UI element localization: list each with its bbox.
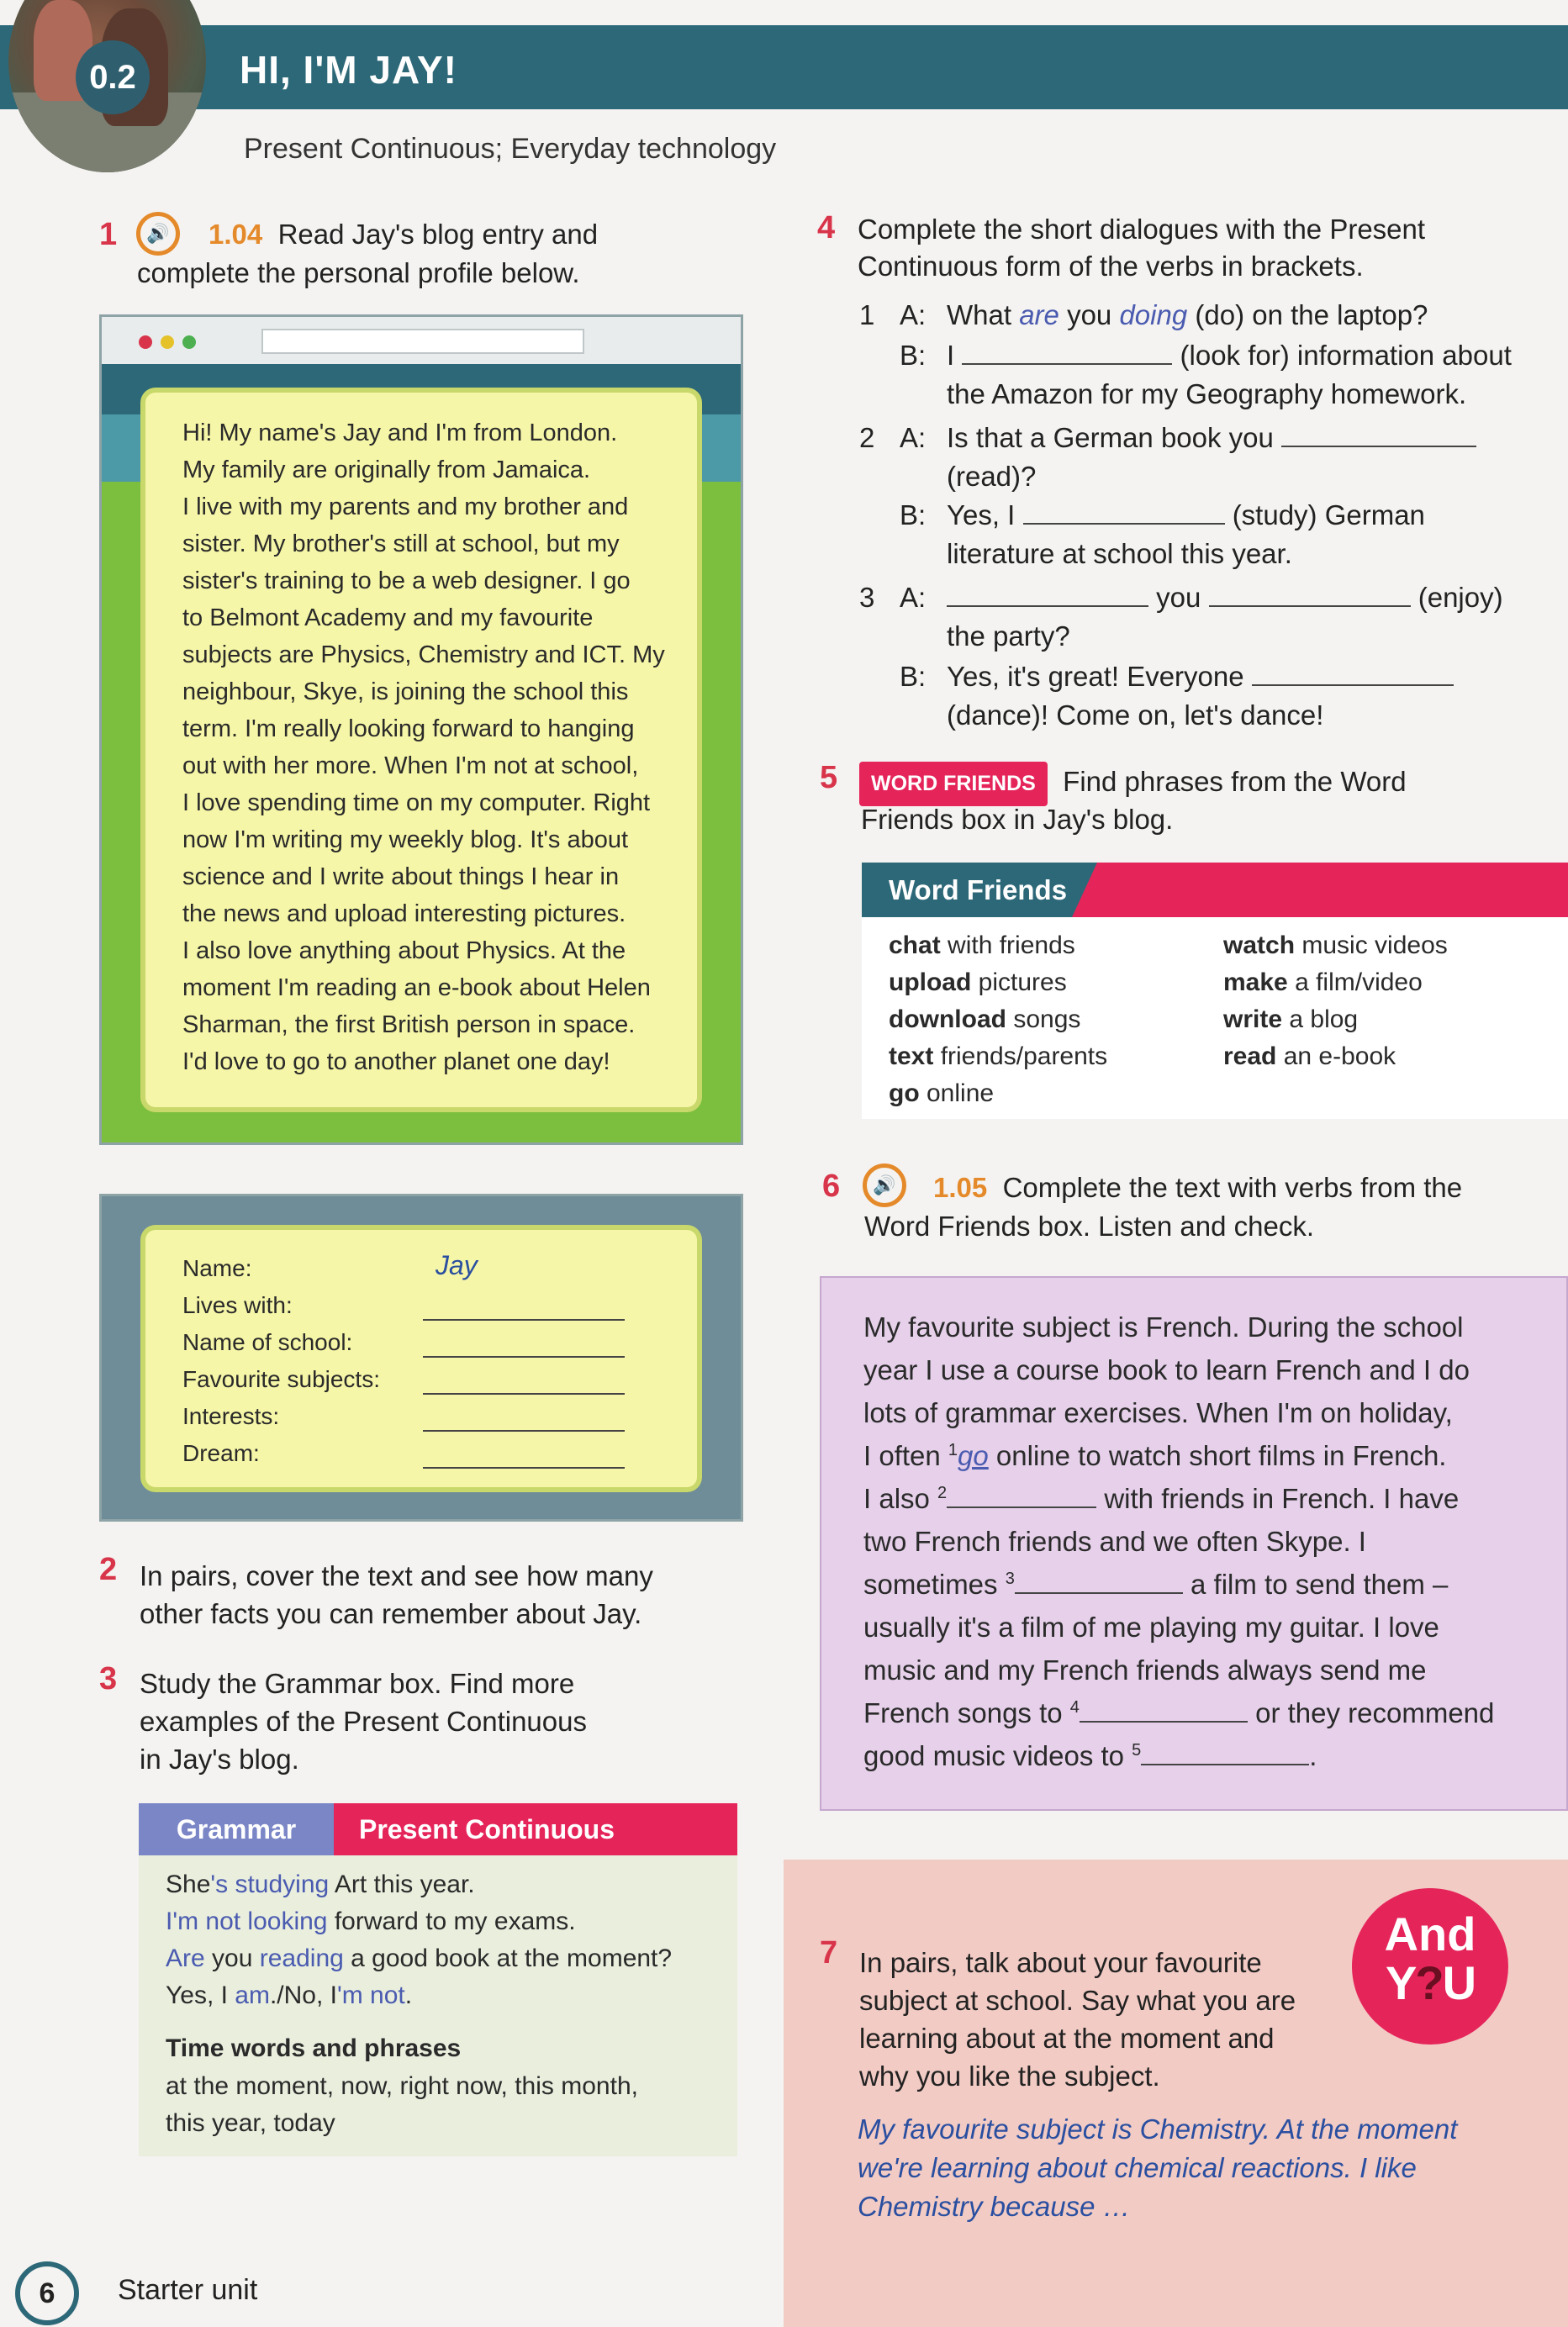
blog-line: Hi! My name's Jay and I'm from London. xyxy=(182,419,618,446)
blog-line: the news and upload interesting pictures. xyxy=(182,900,626,927)
gap-text-line: two French friends and we often Skype. I xyxy=(863,1526,1366,1557)
exercise-7-line3: learning about at the moment and xyxy=(859,2023,1275,2054)
audio-icon[interactable]: 🔊 xyxy=(136,212,180,256)
exercise-5-number: 5 xyxy=(820,760,838,795)
word-friends-item: go online xyxy=(889,1079,995,1107)
gap-4-blank[interactable] xyxy=(1080,1721,1248,1723)
dialogue-1-number: 1 xyxy=(859,299,875,330)
track-number: 1.04 xyxy=(209,219,263,250)
grammar-example-3: Are you reading a good book at the moment? xyxy=(166,1944,673,1972)
example-answer-line2: we're learning about chemical reactions. I like xyxy=(858,2152,1417,2183)
blog-line: science and I write about things I hear in xyxy=(182,863,620,890)
word-friends-box xyxy=(862,863,1568,1119)
address-bar xyxy=(261,329,584,354)
gap-text-line: sometimes $^3$ a film to send them – xyxy=(863,1569,1449,1600)
word-friends-item: make a film/video xyxy=(1223,968,1423,996)
gap-text-line: I also $^2$ with friends in French. I have xyxy=(863,1483,1460,1514)
page-subtitle: Present Continuous; Everyday technology xyxy=(244,133,777,165)
blog-browser-frame xyxy=(99,314,743,1145)
word-friends-item: watch music videos xyxy=(1223,931,1448,959)
dialogue-3-a: you (enjoy) xyxy=(947,582,1503,614)
grammar-example-1: She's studying Art this year. xyxy=(166,1871,475,1898)
grammar-box xyxy=(139,1803,737,2156)
word-friends-item: write a blog xyxy=(1223,1005,1359,1033)
dialogue-3-b-label: B: xyxy=(900,661,927,692)
profile-blank-dream xyxy=(423,1442,625,1469)
dialogue-2-number: 2 xyxy=(859,422,875,453)
exercise-6-line2: Word Friends box. Listen and check. xyxy=(864,1211,1314,1242)
gap-text-line: I often $^1$go online to watch short films in French. xyxy=(863,1440,1447,1471)
unit-number-badge: 0.2 xyxy=(76,40,150,114)
profile-label-lives-with: Lives with: xyxy=(182,1292,293,1318)
blog-line: subjects are Physics, Chemistry and ICT. My xyxy=(182,641,665,668)
gap-3-blank[interactable] xyxy=(1015,1592,1183,1594)
time-words-line1: at the moment, now, right now, this month, xyxy=(166,2072,638,2100)
exercise-5-line1: WORD FRIENDS Find phrases from the Word xyxy=(859,762,1407,806)
profile-blank-subjects xyxy=(423,1368,625,1395)
gap-text-line: lots of grammar exercises. When I'm on holiday, xyxy=(863,1397,1453,1428)
blog-line: I love spending time on my computer. Right xyxy=(182,789,651,816)
exercise-7-number: 7 xyxy=(820,1935,838,1971)
blog-line: I live with my parents and my brother and xyxy=(182,493,629,520)
profile-label-name: Name: xyxy=(182,1255,252,1281)
exercise-5-line2: Friends box in Jay's blog. xyxy=(861,804,1174,835)
word-friends-item: text friends/parents xyxy=(889,1042,1108,1070)
profile-blank-interests xyxy=(423,1405,625,1432)
dialogue-1-b-line2: the Amazon for my Geography homework. xyxy=(947,378,1467,409)
profile-label-interests: Interests: xyxy=(182,1403,280,1429)
grammar-example-4: Yes, I am./No, I'm not. xyxy=(166,1981,413,2009)
dialogue-1-a-label: A: xyxy=(900,299,927,330)
personal-profile-frame xyxy=(99,1194,743,1522)
gap-text-line: good music videos to $^5$ . xyxy=(863,1740,1317,1771)
time-words-line2: this year, today xyxy=(166,2109,335,2137)
exercise-7-line2: subject at school. Say what you are xyxy=(859,1985,1296,2016)
blog-line: sister's training to be a web designer. I go xyxy=(182,567,631,594)
exercise-2-number: 2 xyxy=(99,1552,118,1587)
dialogue-1-b: I (look for) information about xyxy=(947,340,1512,371)
profile-label-subjects: Favourite subjects: xyxy=(182,1366,380,1392)
exercise-3-line1: Study the Grammar box. Find more xyxy=(140,1668,575,1699)
gap-text-line: music and my French friends always send me xyxy=(863,1654,1427,1686)
unit-label: Starter unit xyxy=(118,2274,258,2306)
header-bar xyxy=(0,25,1568,109)
dialogue-3-b-blank[interactable] xyxy=(1252,684,1454,686)
blog-line: now I'm writing my weekly blog. It's about xyxy=(182,826,629,853)
gap-text-line: usually it's a film of me playing my guitar. I love xyxy=(863,1612,1439,1643)
dialogue-2-b-blank[interactable] xyxy=(1023,523,1225,525)
word-friends-item: upload pictures xyxy=(889,968,1067,996)
word-friends-badge: WORD FRIENDS xyxy=(859,762,1048,806)
dialogue-3-a-label: A: xyxy=(900,582,927,613)
dialogue-2-a-line2: (read)? xyxy=(947,461,1037,492)
gap-5-blank[interactable] xyxy=(1141,1764,1309,1765)
gap-text-line: French songs to $^4$ or they recommend xyxy=(863,1697,1495,1728)
grammar-label: Grammar xyxy=(139,1803,334,1855)
profile-label-school: Name of school: xyxy=(182,1329,353,1355)
blog-line: moment I'm reading an e-book about Helen xyxy=(182,974,651,1001)
blog-line: Sharman, the first British person in space. xyxy=(182,1011,636,1038)
exercise-4-number: 4 xyxy=(817,210,836,245)
dialogue-3-number: 3 xyxy=(859,582,875,613)
exercise-1-instruction-line2: complete the personal profile below. xyxy=(137,257,580,288)
dialogue-3-a-blank-1[interactable] xyxy=(947,605,1148,607)
dialogue-2-a: Is that a German book you xyxy=(947,422,1476,454)
exercise-7-line4: why you like the subject. xyxy=(859,2061,1160,2092)
exercise-3-line2: examples of the Present Continuous xyxy=(140,1706,587,1737)
exercise-3-number: 3 xyxy=(99,1661,118,1696)
dialogue-2-b: Yes, I (study) German xyxy=(947,499,1425,530)
blog-text xyxy=(182,414,687,1080)
exercise-4-line1: Complete the short dialogues with the Present xyxy=(858,214,1426,245)
gap-text-line: My favourite subject is French. During the school xyxy=(863,1311,1464,1343)
exercise-4-line2: Continuous form of the verbs in brackets. xyxy=(858,251,1364,282)
dialogue-1-a: What are you doing (do) on the laptop? xyxy=(947,299,1428,330)
blog-line: I'd love to go to another planet one day! xyxy=(182,1048,610,1075)
example-answer-line3: Chemistry because … xyxy=(858,2191,1131,2222)
dialogue-1-blank[interactable] xyxy=(962,363,1172,365)
grammar-topic: Present Continuous xyxy=(334,1803,737,1855)
gap-1-answer: go xyxy=(958,1440,989,1471)
profile-blank-lives-with xyxy=(423,1294,625,1321)
gap-fill-text-box xyxy=(820,1276,1568,1811)
dialogue-3-b: Yes, it's great! Everyone xyxy=(947,661,1454,693)
dialogue-3-b-line2: (dance)! Come on, let's dance! xyxy=(947,699,1324,731)
exercise-1-number: 1 xyxy=(99,217,118,252)
blog-line: out with her more. When I'm not at school, xyxy=(182,752,639,779)
dialogue-3-a-line2: the party? xyxy=(947,620,1070,652)
page-number: 6 xyxy=(15,2261,79,2325)
audio-icon[interactable]: 🔊 xyxy=(863,1164,906,1207)
gap-text-line: year I use a course book to learn French and I do xyxy=(863,1354,1470,1385)
blog-line: neighbour, Skye, is joining the school this xyxy=(182,678,629,705)
dialogue-1-b-label: B: xyxy=(900,340,927,371)
dialogue-2-b-line2: literature at school this year. xyxy=(947,538,1292,569)
exercise-2-line1: In pairs, cover the text and see how many xyxy=(140,1560,653,1591)
and-you-badge: And Y?U xyxy=(1352,1888,1508,2045)
exercise-1-instruction: 1.04 Read Jay's blog entry and xyxy=(209,219,599,250)
gap-2-blank[interactable] xyxy=(947,1506,1096,1508)
word-friends-title: Word Friends xyxy=(862,863,1097,917)
exercise-7-line1: In pairs, talk about your favourite xyxy=(859,1947,1262,1978)
exercise-6-line1: 1.05 Complete the text with verbs from the xyxy=(933,1172,1463,1203)
word-friends-item: chat with friends xyxy=(889,931,1075,959)
page-title: HI, I'M JAY! xyxy=(240,48,457,92)
blog-line: My family are originally from Jamaica. xyxy=(182,456,591,483)
time-words-heading: Time words and phrases xyxy=(166,2034,462,2062)
profile-value-name: Jay xyxy=(436,1250,478,1280)
profile-label-dream: Dream: xyxy=(182,1440,260,1466)
personal-profile xyxy=(145,1230,697,1487)
dialogue-2-a-label: A: xyxy=(900,422,927,453)
dialogue-2-a-blank[interactable] xyxy=(1281,446,1476,447)
dialogue-3-a-blank-2[interactable] xyxy=(1209,605,1411,607)
blog-line: I also love anything about Physics. At the xyxy=(182,937,626,964)
blog-line: term. I'm really looking forward to hanging xyxy=(182,715,635,742)
exercise-6-number: 6 xyxy=(822,1169,841,1204)
profile-blank-school xyxy=(423,1331,625,1358)
blog-line: sister. My brother's still at school, but my xyxy=(182,530,620,557)
exercise-2-line2: other facts you can remember about Jay. xyxy=(140,1598,642,1629)
example-answer-line1: My favourite subject is Chemistry. At the moment xyxy=(858,2113,1458,2145)
exercise-3-line3: in Jay's blog. xyxy=(140,1744,299,1775)
dialogue-2-b-label: B: xyxy=(900,499,927,530)
grammar-example-2: I'm not looking forward to my exams. xyxy=(166,1908,576,1935)
blog-entry xyxy=(145,393,697,1107)
word-friends-item: download songs xyxy=(889,1005,1081,1033)
blog-line: to Belmont Academy and my favourite xyxy=(182,604,594,631)
word-friends-item: read an e-book xyxy=(1223,1042,1396,1070)
